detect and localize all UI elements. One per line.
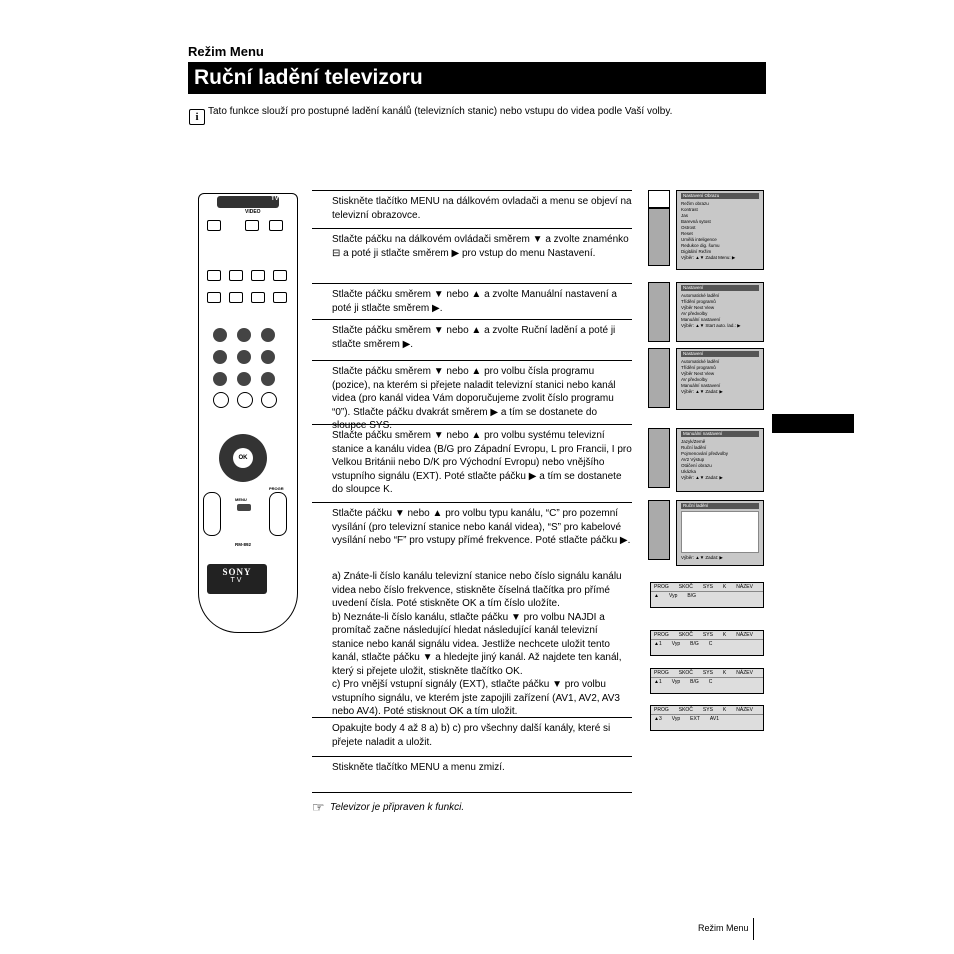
step-4: Stlačte páčku směrem ▼ nebo ▲ a zvolte Ruční ladění a poté ji stlačte směrem ▶. (312, 319, 632, 351)
substep-a: a) Znáte-li číslo kanálu televizní stanice nebo číslo signálu kanálu videa nebo číslo frekvence, stiskněte číselná tlačítka pro přímé uvedení čísla. Poté stiskněte OK a tím číslo uložíte. (332, 571, 622, 609)
remote-control-illustration (198, 193, 298, 633)
step-10: Stiskněte tlačítko MENU a menu zmizí. (312, 756, 632, 775)
menu-icons-column (648, 500, 670, 560)
menu-item: AV2 Výstup (681, 457, 705, 462)
step-8-substeps (312, 566, 632, 719)
step-5: Stlačte páčku směrem ▼ nebo ▲ pro volbu čísla programu (pozice), na kterém si přejete naladit televizní stanici nebo kanál videa (pro kanál videa Vám doporučujeme zvolit číslo programu “0”). Stlačte páčku dvakrát směrem ▶ a tím se dostanete do sloupce SYS. (312, 360, 632, 433)
menu-item: Reset (681, 231, 693, 236)
remote-progr-label: PROGR (269, 486, 284, 491)
info-icon: i (189, 109, 205, 125)
section-title: Režim Menu (188, 44, 264, 59)
remote-model-label: RM-892 (235, 542, 252, 547)
remote-ok-label: OK (233, 448, 253, 468)
screen-footer: Výběr: ▲▼ Zadat: ▶ (681, 389, 723, 394)
menu-item: Umělá inteligence (681, 237, 717, 242)
menu-item: Manuální nastavení (681, 317, 721, 322)
screen-footer: Výběr: ▲▼ Start auto. lad.: ▶ (681, 323, 741, 328)
screen-title: Nastavení (681, 285, 759, 291)
menu-item: Pojmenování předvolby (681, 451, 729, 456)
tuning-table-4: PROG SKOČ SYS K NÁZEV ▲3 Vyp EXT AV1 (650, 705, 764, 731)
menu-item: Jazyk/Země (681, 439, 706, 444)
menu-item: Třídění programů (681, 365, 716, 370)
menu-icons-column (648, 282, 670, 342)
menu-icons-column (648, 428, 670, 488)
menu-item: Ukázka (681, 469, 697, 474)
menu-icons-column (648, 208, 670, 266)
screen-footer: Výběr: ▲▼ Zadat: ▶ (681, 555, 723, 560)
picture-menu-icon (648, 190, 670, 208)
intro-text: Tato funkce slouží pro postupné ladění kanálů (televizních stanic) nebo vstupu do videa podle Vaší volby. (208, 106, 673, 117)
remote-brand: SONY (222, 567, 252, 577)
footer-label: Režim Menu (698, 923, 749, 933)
screen-title: Nastavení (681, 351, 759, 357)
note-divider (312, 792, 632, 793)
menu-item: AV předvolby (681, 377, 708, 382)
page-title: Ruční ladění televizoru (188, 62, 766, 94)
screen-title: Nastavení Obrazu (681, 193, 759, 199)
step-9: Opakujte body 4 až 8 a) b) c) pro všechny další kanály, které si přejete naladit a uložit. (312, 717, 632, 749)
note-text: Televizor je připraven k funkci. (330, 802, 465, 813)
substep-b: b) Neznáte-li číslo kanálu, stlačte páčku ▼ pro volbu NAJDI a promítač začne následující hledat následující kanál televizní stanice nebo kanál signálu videa. Jestliže nechcete uložit tento kanál, stlačte páčku ▼ a hledejte jiný kanál. Až najdete ten kanál, který si přejete uložit, stiskněte tlačítko OK. (332, 611, 622, 677)
footer-divider (753, 918, 754, 940)
menu-item: Jas (681, 213, 689, 218)
menu-item: Barevná sytost (681, 219, 711, 224)
step-1: Stiskněte tlačítko MENU na dálkovém ovladači a menu se objeví na televizní obrazovce. (312, 190, 632, 222)
hand-icon: ☞ (312, 799, 325, 815)
menu-item: Redukce dig. šumu (681, 243, 720, 248)
menu-item: Třídění programů (681, 299, 716, 304)
screen-title: Ruční ladění (681, 503, 759, 509)
menu-item: Manuální nastavení (681, 383, 721, 388)
step-3: Stlačte páčku směrem ▼ nebo ▲ a zvolte Manuální nastavení a poté ji stlačte směrem ▶. (312, 283, 632, 315)
menu-item: Automatické ladění (681, 359, 720, 364)
menu-item: Výběr Next View (681, 371, 715, 376)
substep-c: c) Pro vnější vstupní signály (EXT), stlačte páčku ▼ pro volbu vstupního signálu, ve kterém jste zapojili zařízení (AV1, AV2, AV3 nebo AV4). Poté stisknout OK a tím uložit. (332, 679, 620, 717)
screen-manual-settings (676, 428, 764, 492)
menu-icons-column (648, 348, 670, 408)
step-7: Stlačte páčku ▼ nebo ▲ pro volbu typu kanálu, “C” pro pozemní vysílání (pro televizní stanice nebo kanál videa), “S” pro kabelové vysílání nebo “F” pro vstupy přímé frekvence. Poté stlačte páčku ▶. (312, 502, 632, 548)
screen-footer: Výběr: ▲▼ Zadat: ▶ (681, 475, 723, 480)
menu-item: AV předvolby (681, 311, 708, 316)
menu-item: Režim obrazu (681, 201, 709, 206)
step-2: Stlačte páčku na dálkovém ovládači směrem ▼ a zvolte znaménko ⊟ a poté ji stlačte směrem ▶ pro vstup do menu Nastavení. (312, 228, 632, 260)
tuning-table-2: PROG SKOČ SYS K NÁZEV ▲1 Vyp B/G C (650, 630, 764, 656)
menu-item: Ostrost (681, 225, 696, 230)
screen-footer: Výběr: ▲▼ Zadat Menu: ▶ (681, 255, 736, 260)
menu-item: Kontrast (681, 207, 698, 212)
remote-menu-label: MENU (235, 497, 247, 502)
remote-tv-label: TV (271, 196, 279, 202)
menu-item: Otáčení obrazu (681, 463, 712, 468)
tuning-table-preview (681, 511, 759, 553)
screen-setup-manual (676, 348, 764, 410)
menu-item: Ruční ladění (681, 445, 707, 450)
tuning-table-3: PROG SKOČ SYS K NÁZEV ▲1 Vyp B/G C (650, 668, 764, 694)
section-tab-marker (772, 414, 854, 433)
screen-picture-settings (676, 190, 764, 270)
step-6: Stlačte páčku směrem ▼ nebo ▲ pro volbu systému televizní stanice a kanálu videa (B/G pro Západní Evropu, L pro Francii, I pro Velkou Británii nebo D/K pro Východní Evropu) nebo vnějšího vstupního signálu (EXT). Poté stlačte páčku ▶ a tím se dostanete do sloupce K. (312, 424, 632, 497)
screen-title: Manuální nastavení (681, 431, 759, 437)
tuning-table-1: PROG SKOČ SYS K NÁZEV ▲ Vyp B/G (650, 582, 764, 608)
screen-setup (676, 282, 764, 342)
remote-brand-sub: TV (230, 577, 244, 584)
menu-item: Výběr Next View (681, 305, 715, 310)
screen-manual-tuning (676, 500, 764, 566)
remote-video-label: VIDEO (245, 209, 261, 215)
menu-item: Digitální Režim (681, 249, 712, 254)
menu-item: Automatické ladění (681, 293, 720, 298)
